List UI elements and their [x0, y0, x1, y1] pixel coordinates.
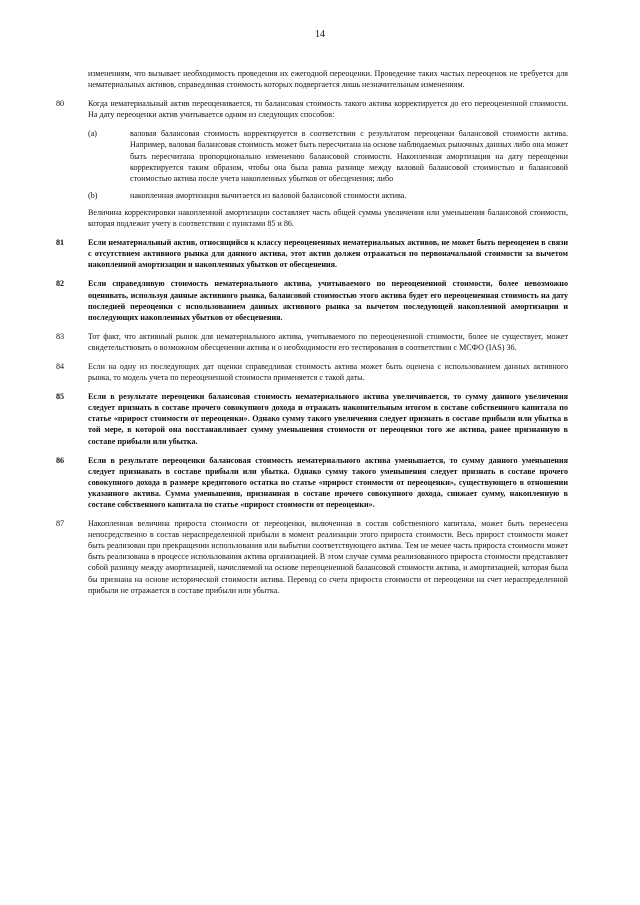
paragraph-text: Если на одну из последующих дат оценки справедливая стоимость актива может быть оценена с использованием данных активного рынка, то модель учета по переоцененной стоимости применяется с такой даты.: [88, 361, 568, 383]
paragraph-continuation: Величина корректировки накопленной амортизации составляет часть общей суммы увеличения или уменьшения балансовой стоимости, которая подлежит учету в соответствии с пунктами 85 и 86.: [88, 207, 568, 229]
paragraph-number: 83: [56, 331, 65, 341]
paragraph-83: [56, 331, 568, 361]
document-body: [56, 68, 568, 604]
paragraph-number: 84: [56, 361, 65, 371]
paragraph-number: 82: [56, 279, 65, 289]
subparagraph-b: [88, 190, 568, 201]
paragraph-number: 85: [56, 392, 65, 402]
paragraph-number: 80: [56, 99, 65, 109]
subparagraph-text: накопленная амортизация вычитается из валовой балансовой стоимости актива.: [130, 190, 407, 200]
paragraph-number: 86: [56, 455, 65, 465]
paragraph-86: [56, 455, 568, 518]
subparagraph-text: валовая балансовая стоимость корректируется в соответствии с результатом переоценки балансовой стоимости актива. Например, валовая балансовая стоимость может быть пересчитана на основе наблюдаемых рыночных данных либо она может быть пересчитана пропорционально изменению балансовой стоимости. Накопленная амортизация на дату переоценки корректируется таким образом, чтобы она была равна разнице между валовой балансовой стоимостью и балансовой стоимостью актива после учета накопленных убытков от обесценения; либо: [130, 129, 568, 183]
paragraph-number: 87: [56, 519, 65, 529]
paragraph-text: Тот факт, что активный рынок для нематериального актива, учитываемого по переоцененной стоимости, более не существует, может свидетельствовать о возможном обесценении актива и о необходимости его тестирования в соответствии с МСФО (IAS) 36.: [88, 331, 568, 352]
paragraph-text: Накопленная величина прироста стоимости от переоценки, включенная в состав собственного капитала, может быть перенесена непосредственно в состав нераспределенной прибыли в момент реализации этого прироста стоимости. Весь прирост стоимости может быть реализован при прекращении использования или выбытии соответствующего актива. Тем не менее часть прироста стоимости может быть реализована в процессе использования актива организацией. В этом случае сумма реализованного прироста стоимости представляет собой разницу между амортизацией, начисляемой на основе переоцененной балансовой стоимости актива, и амортизацией, которая была бы признана на основе исторической стоимости актива. Перевод со счета прироста стоимости от переоценки на счет нераспределенной прибыли не отражается в составе прибыли или убытка.: [88, 519, 568, 595]
subparagraph-label: (а): [88, 129, 97, 139]
intro-paragraph: изменениям, что вызывает необходимость проведения их ежегодной переоценки. Проведение таких частых переоценок не требуется для нематериальных активов, справедливая стоимость которых подвергается лишь незначительным изменениям.: [88, 69, 568, 90]
paragraph-text: Если нематериальный актив, относящийся к классу переоцененных нематериальных активов, не может быть переоценен в связи с отсутствием активного рынка для данного актива, этот актив должен отражаться по первоначальной стоимости за вычетом накопленной амортизации и накопленных убытков от обесценения.: [88, 238, 568, 270]
paragraph-number: 81: [56, 238, 65, 248]
subparagraph-label: (b): [88, 190, 98, 200]
paragraph-81: [56, 237, 568, 278]
paragraph-text: Если в результате переоценки балансовая стоимость нематериального актива увеличивается, то сумму данного увеличения следует признать в составе прочего совокупного дохода и отражать накопительным итогом в составе собственного капитала по статье «прирост стоимости от переоценки». Однако сумму такого увеличения следует признать в составе прибыли или убытка в той мере, в которой она восстанавливает сумму уменьшения стоимости от переоценки того же актива, ранее признанную в составе прибыли или убытка.: [88, 392, 568, 446]
subparagraph-a: [88, 128, 568, 183]
paragraph-80: [56, 98, 568, 237]
paragraph-text: Если справедливую стоимость нематериального актива, учитываемого по переоцененной стоимости, более невозможно оценивать, используя данные активного рынка, балансовой стоимостью этого актива будет его переоцененная стоимость на дату последней переоценки с использованием данных активного рынка за вычетом последующей накопленной амортизации и последующих накопленных убытков от обесценения.: [88, 279, 568, 322]
paragraph-84: [56, 361, 568, 391]
paragraph-text: Когда нематериальный актив переоценивается, то балансовая стоимость такого актива корректируется до его переоцененной стоимости. На дату переоценки актив учитывается одним из следующих способов:: [88, 99, 568, 120]
paragraph-85: [56, 391, 568, 454]
paragraph-82: [56, 278, 568, 330]
page-number: 14: [315, 29, 325, 40]
paragraph-text: Если в результате переоценки балансовая стоимость нематериального актива уменьшается, то сумму данного уменьшения следует признавать в составе прибыли или убытка. Однако сумму такого уменьшения следует признать в составе прочего совокупного дохода в размере кредитового остатка по статье «прирост стоимости от переоценки», существующего в отношении указанного актива. Сумма уменьшения, признанная в составе прочего совокупного дохода, снижает сумму, накопленную в составе собственного капитала по статье «прирост стоимости от переоценки».: [88, 455, 568, 509]
paragraph-87: [56, 518, 568, 604]
